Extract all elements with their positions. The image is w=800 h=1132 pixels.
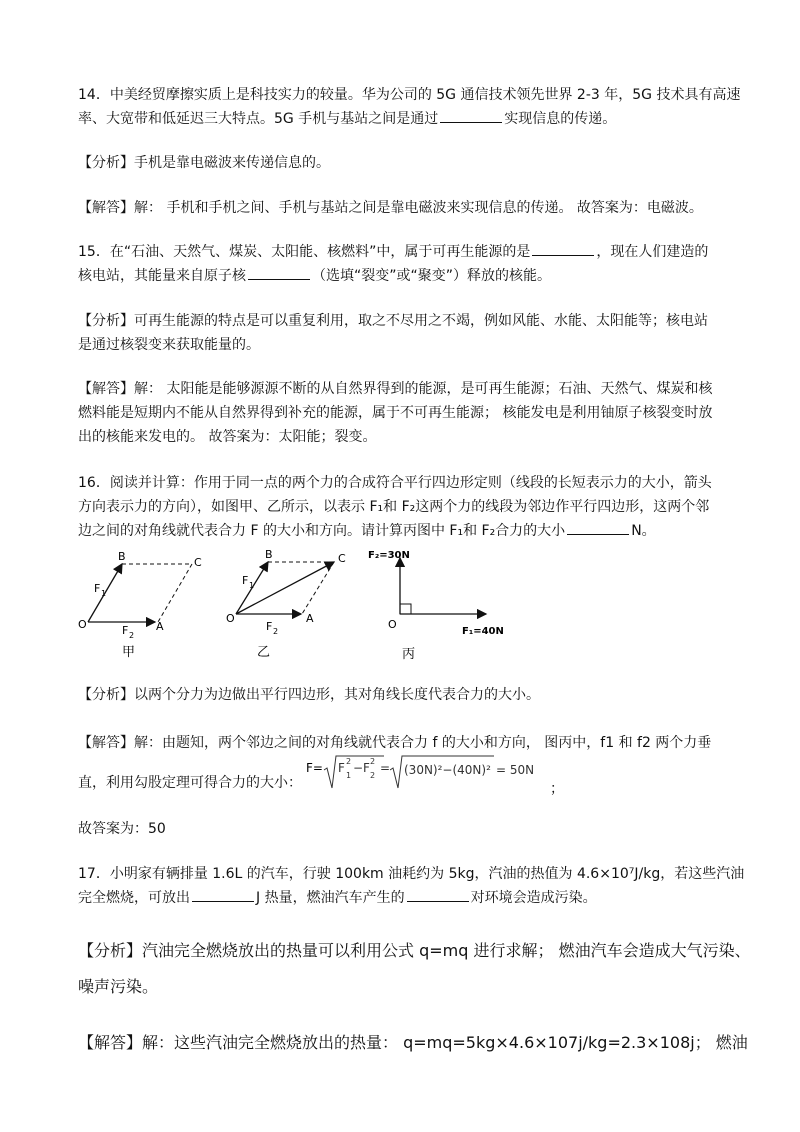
diagram-yi — [226, 548, 346, 660]
q14-answer: 【解答】解： 手机和手机之间、手机与基站之间是靠电磁波来实现信息的传递。 故答案为：电磁波。 — [78, 200, 703, 216]
svg-text:=: = — [380, 761, 391, 775]
q15-answer1: 【解答】解： 太阳能是能够源源不断的从自然界得到的能源，是可再生能源；石油、天然气、煤炭和核 — [78, 381, 713, 397]
label-O: O — [226, 612, 235, 625]
q17-analysis1: 【分析】汽油完全燃烧放出的热量可以利用公式 q=mq 进行求解； 燃油汽车会造成大气污染、 — [78, 941, 751, 960]
label-B: B — [118, 550, 126, 563]
label-F1: F — [94, 582, 101, 595]
label-A: A — [156, 620, 164, 633]
q16-line2: 方向表示力的方向），如图甲、乙所示，以表示 F₁和 F₂这两个力的线段为邻边作平行四边形，这两个邻 — [78, 499, 710, 515]
q16-line3: 边之间的对角线就代表合力 F 的大小和方向。请计算丙图中 F₁和 F₂合力的大小 N。 — [78, 520, 656, 542]
diagram-bing — [368, 550, 504, 662]
label-F1-sub: 1 — [101, 589, 107, 598]
caption-bing: 丙 — [402, 647, 416, 662]
formula-result: = 50N — [496, 763, 535, 777]
q17-analysis2: 噪声污染。 — [78, 977, 159, 996]
svg-text:F: F — [338, 761, 345, 775]
q17-line2: 完全燃烧，可放出 J 热量，燃油汽车产生的 对环境会造成污染。 — [78, 887, 597, 909]
pythagoras-formula — [306, 752, 556, 792]
q15-line2: 核电站，其能量来自原子核 （选填“裂变”或“聚变”）释放的核能。 — [78, 265, 551, 287]
label-F1-sub: 1 — [249, 581, 255, 590]
q14-line1: 14．中美经贸摩擦实质上是科技实力的较量。华为公司的 5G 通信技术领先世界 2-3 年，5G 技术具有高速 — [78, 87, 741, 103]
label-F1-40N: F₁=40N — [462, 626, 504, 637]
svg-text:2: 2 — [346, 757, 352, 766]
force-diagrams — [0, 544, 800, 664]
label-F2: F — [122, 624, 129, 637]
q15-line1: 15．在“石油、天然气、煤炭、太阳能、核燃料”中，属于可再生能源的是 ，现在人们建造的 — [78, 241, 708, 263]
formula-lhs: F= — [306, 761, 323, 775]
q15-blank2[interactable] — [248, 265, 310, 280]
label-A: A — [306, 612, 314, 625]
caption-yi: 乙 — [257, 645, 271, 660]
q15-blank1[interactable] — [532, 241, 594, 256]
q15-answer2: 燃料能是短期内不能从自然界得到补充的能源，属于不可再生能源； 核能发电是利用铀原子核裂变时放 — [78, 405, 713, 421]
q16-blank[interactable] — [567, 520, 629, 535]
label-F1: F — [242, 574, 249, 587]
label-B: B — [265, 548, 273, 561]
label-C: C — [338, 552, 346, 565]
q17-answer1: 【解答】解：这些汽油完全燃烧放出的热量： q=mq=5kg×4.6×107j/kg=2.3×108j； 燃油 — [78, 1033, 748, 1052]
label-F2: F — [266, 620, 273, 633]
q17-blank2[interactable] — [407, 887, 469, 902]
q16-analysis: 【分析】以两个分力为边做出平行四边形，其对角线长度代表合力的大小。 — [78, 687, 540, 703]
label-C: C — [194, 556, 202, 569]
formula-semicolon: ； — [550, 781, 564, 797]
caption-jia: 甲 — [122, 645, 136, 660]
svg-text:2: 2 — [370, 771, 376, 780]
q14-line2: 率、大宽带和低延迟三大特点。5G 手机与基站之间是通过 实现信息的传递。 — [78, 108, 616, 130]
q14-analysis: 【分析】手机是靠电磁波来传递信息的。 — [78, 155, 330, 171]
label-F2-sub: 2 — [129, 631, 135, 640]
label-O: O — [388, 618, 397, 631]
q16-answer1: 【解答】解：由题知，两个邻边之间的对角线就代表合力 f 的大小和方向， 图丙中，f1 和 f2 两个力垂 — [78, 735, 712, 751]
label-F2-sub: 2 — [273, 627, 279, 636]
q17-blank1[interactable] — [192, 887, 254, 902]
svg-text:2: 2 — [370, 757, 376, 766]
diagram-jia — [78, 550, 202, 660]
q17-line1: 17．小明家有辆排量 1.6L 的汽车，行驶 100km 油耗约为 5kg，汽油的热值为 4.6×10⁷J/kg，若这些汽油 — [78, 866, 745, 882]
svg-text:1: 1 — [346, 771, 352, 780]
q14-blank[interactable] — [440, 108, 502, 123]
q15-analysis2: 是通过核裂变来获取能量的。 — [78, 337, 260, 353]
label-O: O — [78, 618, 87, 631]
formula-rhs: (30N)²−(40N)² — [404, 763, 491, 777]
q16-final: 故答案为：50 — [78, 821, 166, 837]
label-F2-30N: F₂=30N — [368, 550, 410, 561]
q15-analysis1: 【分析】可再生能源的特点是可以重复利用，取之不尽用之不竭，例如风能、水能、太阳能等；核电站 — [78, 313, 708, 329]
svg-text:−F: −F — [353, 761, 370, 775]
q16-line1: 16．阅读并计算：作用于同一点的两个力的合成符合平行四边形定则（线段的长短表示力的大小，箭头 — [78, 475, 712, 491]
q16-answer2: 直，利用勾股定理可得合力的大小： — [78, 775, 302, 791]
q15-answer3: 出的核能来发电的。 故答案为：太阳能；裂变。 — [78, 429, 377, 445]
